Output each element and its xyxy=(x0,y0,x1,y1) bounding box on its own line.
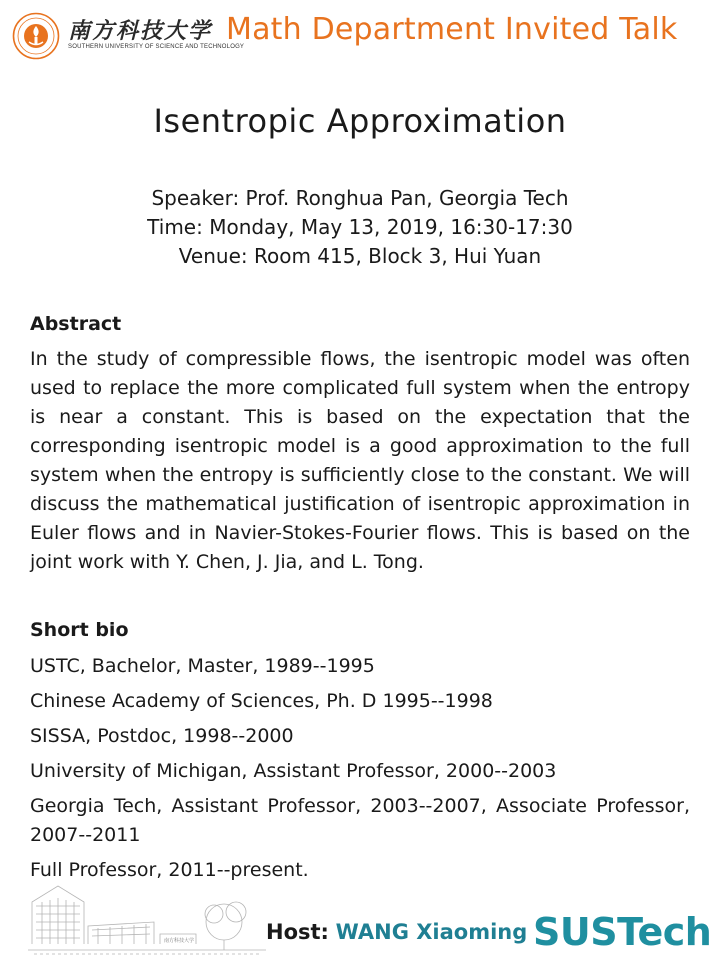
time-line: Time: Monday, May 13, 2019, 16:30-17:30 xyxy=(147,215,573,239)
bio-item: SISSA, Postdoc, 1998--2000 xyxy=(30,725,294,747)
department-title: Math Department Invited Talk xyxy=(226,12,678,47)
bio-item: Chinese Academy of Sciences, Ph. D 1995--1998 xyxy=(30,690,493,712)
host-name: WANG Xiaoming xyxy=(335,920,528,944)
host-line xyxy=(266,920,527,944)
university-emblem-icon xyxy=(12,12,60,60)
bio-item: Full Professor, 2011--present. xyxy=(30,859,309,881)
bio-heading: Short bio xyxy=(30,619,129,641)
sustech-logo: SUSTech xyxy=(533,910,712,954)
header xyxy=(0,0,720,80)
campus-sketch-icon xyxy=(28,874,266,956)
bio-item: Georgia Tech, Assistant Professor, 2003--2007, Associate Professor, 2007--2011 xyxy=(30,795,690,846)
host-label: Host: xyxy=(266,920,329,944)
svg-text:南方科技大学: 南方科技大学 xyxy=(164,938,195,944)
speaker-line: Speaker: Prof. Ronghua Pan, Georgia Tech xyxy=(151,186,569,210)
university-name-chinese: 南方科技大学 xyxy=(68,18,213,44)
abstract-heading: Abstract xyxy=(30,313,122,335)
talk-title: Isentropic Approximation xyxy=(153,102,567,140)
bio-item: University of Michigan, Assistant Professor, 2000--2003 xyxy=(30,760,557,782)
talk-info xyxy=(0,184,720,271)
abstract-body: In the study of compressible flows, the isentropic model was often used to replace the more complicated full system when the entropy is near a constant. This is based on the expectation that the corresponding isentropic model is a good approximation to the full system when the entropy is sufficiently close to the constant. We will discuss the mathematical justification of isentropic approximation in Euler flows and in Navier-Stokes-Fourier flows. This is based on the joint work with Y. Chen, J. Jia, and L. Tong. xyxy=(30,348,690,573)
venue-line: Venue: Room 415, Block 3, Hui Yuan xyxy=(178,244,542,268)
university-name-english: SOUTHERN UNIVERSITY OF SCIENCE AND TECHNOLOGY xyxy=(68,44,245,50)
bio-item: USTC, Bachelor, Master, 1989--1995 xyxy=(30,655,375,677)
bio-list xyxy=(30,652,690,891)
